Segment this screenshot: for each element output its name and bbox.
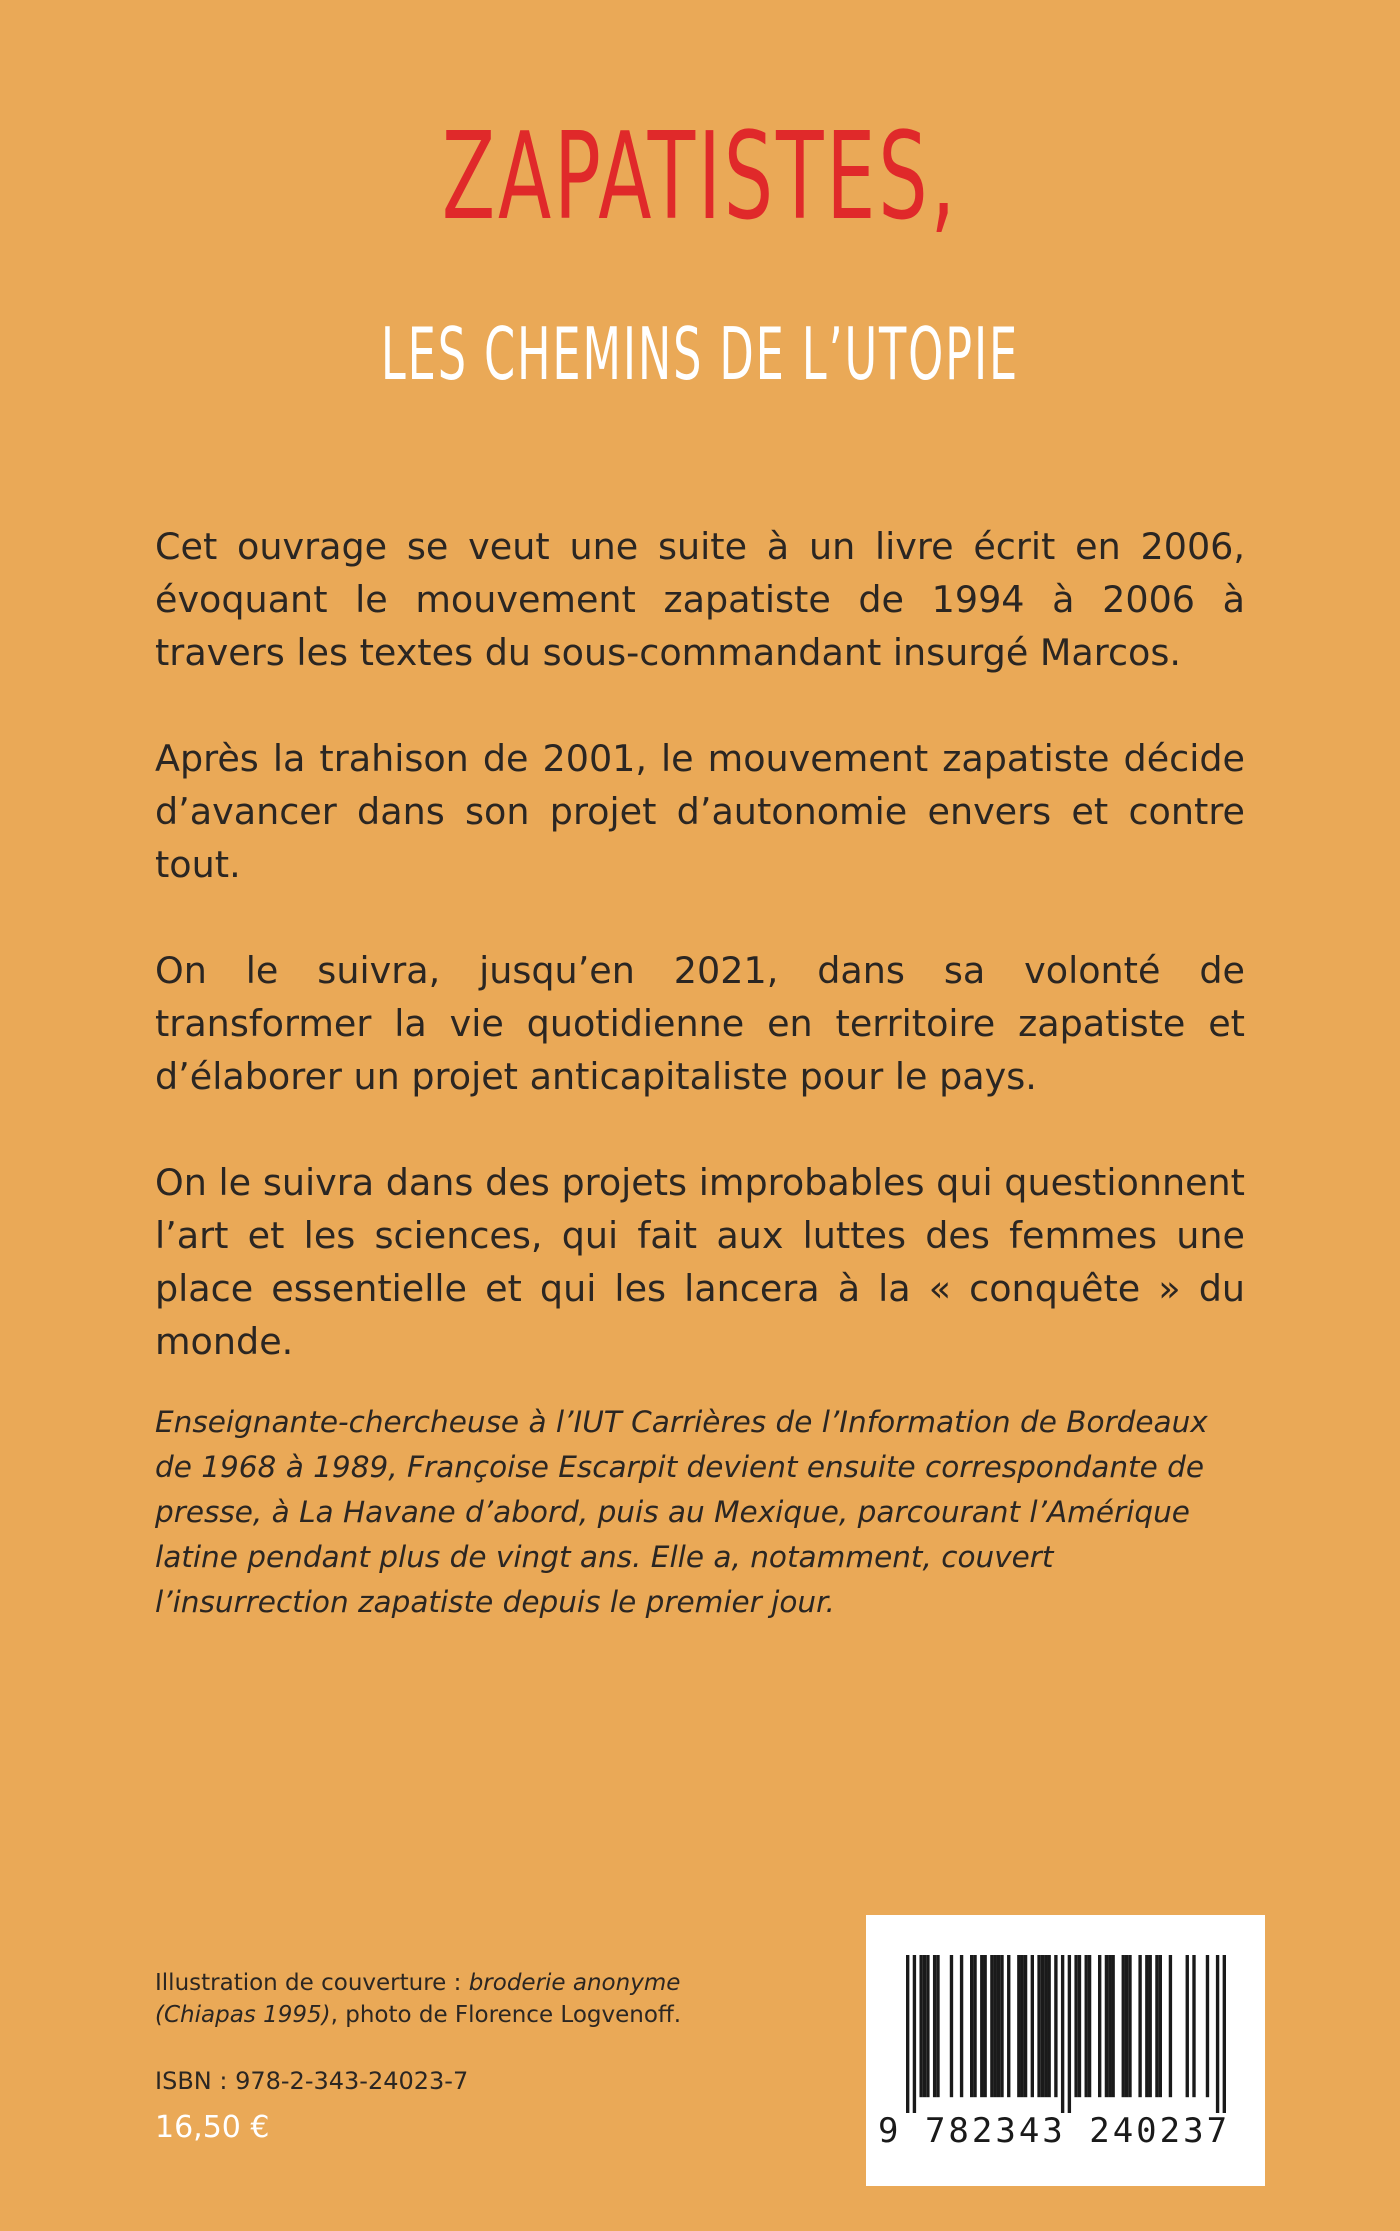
- barcode-bar: [1078, 1955, 1081, 2097]
- barcode-bar: [1216, 1955, 1219, 2113]
- barcode-bar: [1017, 1955, 1020, 2097]
- barcode-bar: [950, 1955, 953, 2097]
- barcode-bar: [1054, 1955, 1057, 2097]
- barcode-bar: [1047, 1955, 1050, 2097]
- barcode-bar: [1169, 1955, 1172, 2097]
- barcode-bar: [913, 1955, 916, 2113]
- barcode-bar: [1000, 1955, 1003, 2097]
- barcode-bar: [1223, 1955, 1226, 2113]
- barcode-bar: [990, 1955, 993, 2097]
- barcode-bar: [919, 1955, 922, 2097]
- barcode-bar: [1021, 1955, 1024, 2097]
- book-subtitle: LES CHEMINS DE L’UTOPIE: [380, 312, 1020, 396]
- barcode-bar: [1128, 1955, 1131, 2097]
- barcode-bar: [906, 1955, 909, 2113]
- barcode-bar: [1125, 1955, 1128, 2097]
- barcode-bar: [1061, 1955, 1064, 2113]
- barcode-bar: [1044, 1955, 1047, 2097]
- barcode-bar: [1041, 1955, 1044, 2097]
- barcode-bar: [973, 1955, 976, 2097]
- blurb-paragraph: Après la trahison de 2001, le mouvement zapatiste décide d’avancer dans son projet d’autonomie envers et contre tout.: [155, 737, 1245, 886]
- barcode-bar: [1155, 1955, 1158, 2097]
- barcode-bar: [1085, 1955, 1088, 2097]
- barcode-digits: 9 782343 240237: [878, 2111, 1231, 2151]
- credit-italic-title: broderie anonyme: [468, 1970, 681, 1996]
- barcode-bar: [980, 1955, 983, 2097]
- barcode-bar: [936, 1955, 939, 2097]
- blurb-paragraph: On le suivra dans des projets improbables qui questionnent l’art et les sciences, qui fait aux luttes des femmes une place essentielle et qui les lancera à la « conquête » du monde.: [155, 1161, 1245, 1363]
- barcode-bar: [1138, 1955, 1141, 2097]
- price: 16,50 €: [155, 2110, 270, 2145]
- credit-italic-place: (Chiapas 1995): [155, 2002, 331, 2028]
- barcode-bar: [1111, 1955, 1114, 2097]
- barcode-bar: [1186, 1955, 1189, 2097]
- barcode-bar: [970, 1955, 973, 2097]
- barcode-bar: [1149, 1955, 1152, 2097]
- blurb-paragraph: On le suivra, jusqu’en 2021, dans sa volonté de transformer la vie quotidienne en territoire zapatiste et d’élaborer un projet anticapitaliste pour le pays.: [155, 949, 1245, 1098]
- barcode-bar: [1074, 1955, 1077, 2097]
- isbn: ISBN : 978-2-343-24023-7: [155, 2067, 469, 2095]
- barcode-bar: [1037, 1955, 1040, 2097]
- barcode-bar: [1145, 1955, 1148, 2097]
- barcode-bar: [960, 1955, 963, 2097]
- barcode-bar: [1068, 1955, 1071, 2113]
- barcode-bar: [1031, 1955, 1034, 2097]
- barcode-bar: [1024, 1955, 1027, 2097]
- barcode-bar: [983, 1955, 986, 2097]
- barcode-bar: [1108, 1955, 1111, 2097]
- blurb-paragraph: Cet ouvrage se veut une suite à un livre écrit en 2006, évoquant le mouvement zapatiste de 1994 à 2006 à travers les textes du sous-commandant insurgé Marcos.: [155, 525, 1245, 674]
- barcode: [866, 1915, 1265, 2186]
- barcode-bar: [1098, 1955, 1101, 2097]
- illustration-credit: [155, 1967, 755, 2031]
- barcode-bar: [923, 1955, 926, 2097]
- barcode-bars: [906, 1955, 1226, 2113]
- barcode-bar: [933, 1955, 936, 2097]
- barcode-bar: [1007, 1955, 1010, 2097]
- barcode-bar: [1122, 1955, 1125, 2097]
- credit-suffix: , photo de Florence Logvenoff.: [330, 2002, 682, 2028]
- barcode-bar: [1206, 1955, 1209, 2097]
- barcode-bar: [1192, 1955, 1195, 2097]
- book-title: ZAPATISTES,: [441, 108, 959, 247]
- barcode-bar: [1159, 1955, 1162, 2097]
- barcode-bar: [926, 1955, 929, 2097]
- barcode-bar: [1105, 1955, 1108, 2097]
- blurb: [155, 520, 1245, 1421]
- credit-prefix: Illustration de couverture :: [155, 1970, 469, 1996]
- barcode-bar: [1088, 1955, 1091, 2097]
- barcode-bar: [994, 1955, 997, 2097]
- barcode-bar: [997, 1955, 1000, 2097]
- author-bio: Enseignante-chercheuse à l’IUT Carrières de l’Information de Bordeaux de 1968 à 1989, Françoise Escarpit devient ensuite correspondante de presse, à La Havane d’abord, puis au Mexique, parcourant l’Amérique latine pendant plus de vingt ans. Elle a, notamment, couvert l’insurrection zapatiste depuis le premier jour.: [155, 1405, 1208, 1619]
